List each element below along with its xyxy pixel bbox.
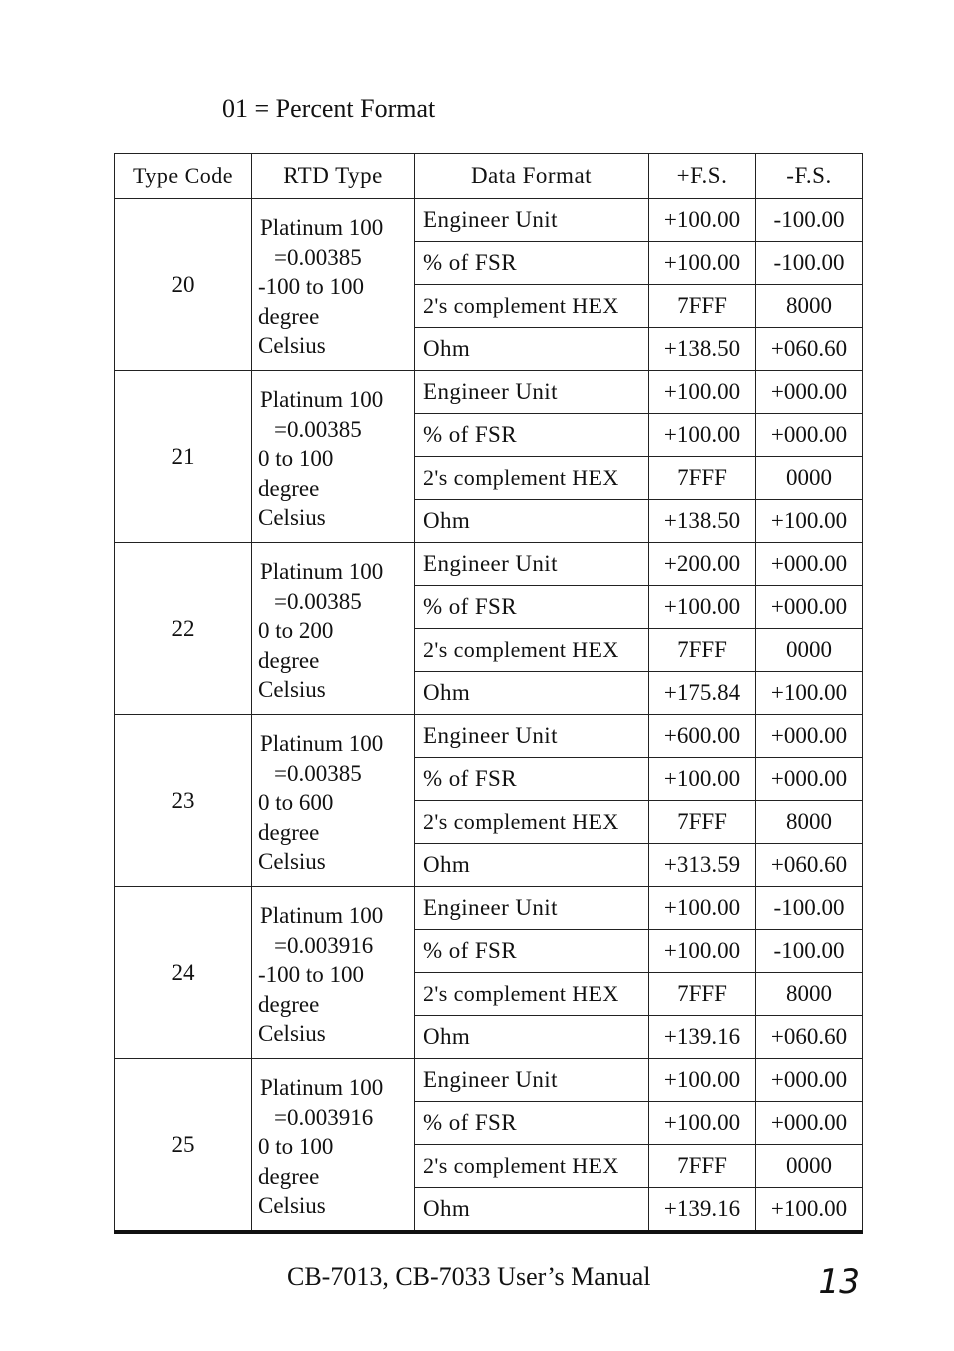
plus-fs-cell: 7FFF (649, 973, 756, 1016)
data-format-cell: % of FSR (415, 758, 649, 801)
rtd-type-line: Celsius (258, 1193, 326, 1218)
plus-fs-cell: +100.00 (649, 1059, 756, 1102)
table-row (115, 1059, 863, 1102)
data-format-cell: 2's complement HEX (415, 973, 649, 1016)
rtd-type-line: Platinum 100 (260, 731, 384, 756)
rtd-type-line: -100 to 100 (258, 962, 365, 987)
rtd-type-line: Platinum 100 (260, 387, 384, 412)
plus-fs-cell: +139.16 (649, 1188, 756, 1233)
minus-fs-cell: +000.00 (756, 1059, 863, 1102)
rtd-type-line: 0 to 100 (258, 446, 334, 471)
rtd-type-cell (252, 715, 415, 887)
minus-fs-cell: -100.00 (756, 242, 863, 285)
rtd-type-line: Celsius (258, 505, 326, 530)
rtd-type-line: =0.00385 (274, 588, 362, 614)
section-heading: 01 = Percent Format (222, 94, 436, 123)
plus-fs-cell: +100.00 (649, 1102, 756, 1145)
minus-fs-cell: 8000 (756, 285, 863, 328)
rtd-type-line: =0.00385 (274, 244, 362, 270)
data-format-cell: Ohm (415, 1188, 649, 1233)
page-number: 13 (818, 1262, 861, 1302)
plus-fs-cell: 7FFF (649, 285, 756, 328)
rtd-type-line: =0.003916 (274, 932, 374, 958)
rtd-type-line: 0 to 100 (258, 1134, 334, 1159)
type-code-cell: 22 (115, 543, 252, 715)
data-format-cell: Ohm (415, 672, 649, 715)
minus-fs-cell: +100.00 (756, 672, 863, 715)
rtd-type-line: Celsius (258, 677, 326, 702)
rtd-type-line: =0.003916 (274, 1104, 374, 1130)
table-body (115, 199, 863, 1233)
type-code-cell: 20 (115, 199, 252, 371)
rtd-type-cell (252, 199, 415, 371)
header-rtd-type: RTD Type (252, 154, 415, 199)
data-format-cell: Engineer Unit (415, 371, 649, 414)
data-format-cell: 2's complement HEX (415, 1145, 649, 1188)
plus-fs-cell: +100.00 (649, 371, 756, 414)
plus-fs-cell: +100.00 (649, 199, 756, 242)
rtd-type-line: Platinum 100 (260, 1075, 384, 1100)
rtd-type-line: Celsius (258, 1021, 326, 1046)
minus-fs-cell: -100.00 (756, 930, 863, 973)
rtd-type-line: degree (258, 303, 320, 329)
plus-fs-cell: 7FFF (649, 1145, 756, 1188)
minus-fs-cell: +060.60 (756, 1016, 863, 1059)
type-code-cell: 21 (115, 371, 252, 543)
data-format-cell: 2's complement HEX (415, 285, 649, 328)
table-row (115, 199, 863, 242)
minus-fs-cell: +100.00 (756, 1188, 863, 1233)
plus-fs-cell: 7FFF (649, 801, 756, 844)
plus-fs-cell: +100.00 (649, 887, 756, 930)
rtd-type-cell (252, 371, 415, 543)
table-header-row (115, 154, 863, 199)
type-code-cell: 23 (115, 715, 252, 887)
data-format-cell: % of FSR (415, 586, 649, 629)
rtd-type-table (114, 153, 863, 1234)
data-format-cell: Ohm (415, 844, 649, 887)
table-row (115, 543, 863, 586)
minus-fs-cell: 0000 (756, 629, 863, 672)
plus-fs-cell: +600.00 (649, 715, 756, 758)
plus-fs-cell: +139.16 (649, 1016, 756, 1059)
minus-fs-cell: +000.00 (756, 758, 863, 801)
type-code-cell: 24 (115, 887, 252, 1059)
data-format-cell: % of FSR (415, 1102, 649, 1145)
data-format-cell: % of FSR (415, 414, 649, 457)
minus-fs-cell: +000.00 (756, 371, 863, 414)
minus-fs-cell: 0000 (756, 457, 863, 500)
rtd-type-line: =0.00385 (274, 760, 362, 786)
plus-fs-cell: +313.59 (649, 844, 756, 887)
table-row (115, 371, 863, 414)
data-format-cell: Engineer Unit (415, 715, 649, 758)
data-format-cell: Engineer Unit (415, 543, 649, 586)
data-format-cell: 2's complement HEX (415, 629, 649, 672)
rtd-type-line: degree (258, 819, 320, 845)
plus-fs-cell: 7FFF (649, 457, 756, 500)
plus-fs-cell: +100.00 (649, 242, 756, 285)
plus-fs-cell: +100.00 (649, 414, 756, 457)
header-data-format: Data Format (415, 154, 649, 199)
data-format-cell: 2's complement HEX (415, 801, 649, 844)
minus-fs-cell: +060.60 (756, 328, 863, 371)
rtd-type-line: degree (258, 991, 320, 1017)
minus-fs-cell: +000.00 (756, 586, 863, 629)
minus-fs-cell: +000.00 (756, 543, 863, 586)
minus-fs-cell: +060.60 (756, 844, 863, 887)
data-format-cell: Engineer Unit (415, 887, 649, 930)
plus-fs-cell: +138.50 (649, 328, 756, 371)
rtd-type-line: 0 to 200 (258, 618, 334, 643)
minus-fs-cell: +000.00 (756, 1102, 863, 1145)
type-code-cell: 25 (115, 1059, 252, 1233)
header-minus-fs: -F.S. (756, 154, 863, 199)
plus-fs-cell: +200.00 (649, 543, 756, 586)
data-format-cell: % of FSR (415, 930, 649, 973)
table-row (115, 887, 863, 930)
data-format-cell: Engineer Unit (415, 199, 649, 242)
minus-fs-cell: +000.00 (756, 414, 863, 457)
rtd-type-line: Platinum 100 (260, 559, 384, 584)
footer-manual-title: CB-7013, CB-7033 User’s Manual (287, 1262, 651, 1291)
rtd-type-line: degree (258, 475, 320, 501)
minus-fs-cell: +000.00 (756, 715, 863, 758)
rtd-type-line: =0.00385 (274, 416, 362, 442)
rtd-type-cell (252, 887, 415, 1059)
minus-fs-cell: +100.00 (756, 500, 863, 543)
plus-fs-cell: +100.00 (649, 930, 756, 973)
plus-fs-cell: +100.00 (649, 586, 756, 629)
rtd-type-line: degree (258, 647, 320, 673)
data-format-cell: Ohm (415, 1016, 649, 1059)
minus-fs-cell: -100.00 (756, 199, 863, 242)
rtd-type-cell (252, 543, 415, 715)
minus-fs-cell: 8000 (756, 973, 863, 1016)
rtd-type-line: degree (258, 1163, 320, 1189)
header-type-code: Type Code (115, 154, 252, 199)
plus-fs-cell: +100.00 (649, 758, 756, 801)
table-row (115, 715, 863, 758)
data-format-cell: 2's complement HEX (415, 457, 649, 500)
minus-fs-cell: 0000 (756, 1145, 863, 1188)
rtd-type-line: Celsius (258, 333, 326, 358)
rtd-type-line: -100 to 100 (258, 274, 365, 299)
data-format-cell: Ohm (415, 328, 649, 371)
rtd-type-cell (252, 1059, 415, 1233)
plus-fs-cell: +175.84 (649, 672, 756, 715)
header-plus-fs: +F.S. (649, 154, 756, 199)
plus-fs-cell: 7FFF (649, 629, 756, 672)
minus-fs-cell: -100.00 (756, 887, 863, 930)
data-format-cell: % of FSR (415, 242, 649, 285)
minus-fs-cell: 8000 (756, 801, 863, 844)
rtd-type-line: Celsius (258, 849, 326, 874)
data-format-cell: Ohm (415, 500, 649, 543)
data-format-cell: Engineer Unit (415, 1059, 649, 1102)
rtd-type-line: Platinum 100 (260, 903, 384, 928)
rtd-type-line: Platinum 100 (260, 215, 384, 240)
rtd-type-line: 0 to 600 (258, 790, 334, 815)
plus-fs-cell: +138.50 (649, 500, 756, 543)
